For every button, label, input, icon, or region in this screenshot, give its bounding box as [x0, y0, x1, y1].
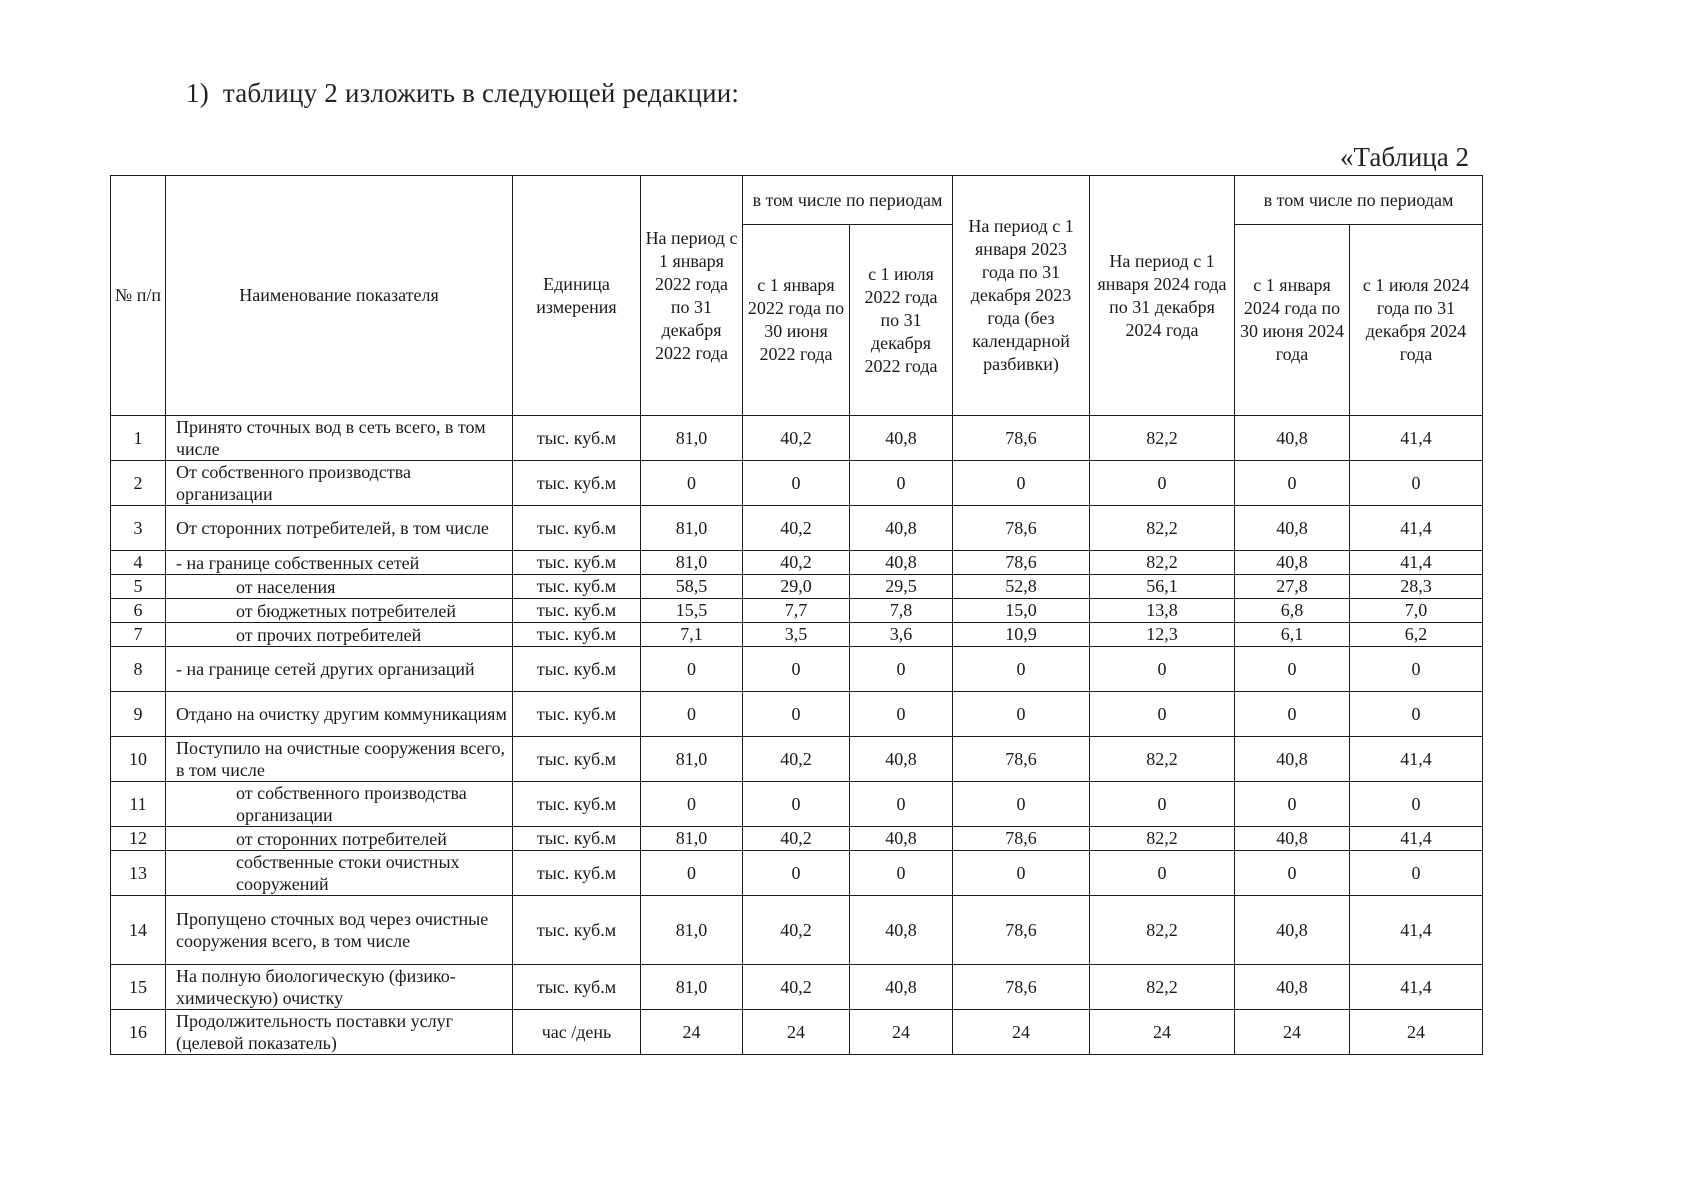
row-unit: тыс. куб.м [513, 896, 641, 965]
table-row [111, 827, 1483, 851]
cell-value: 58,5 [641, 575, 743, 599]
cell-value: 78,6 [953, 965, 1090, 1010]
row-indicator: От собственного производства организации [166, 461, 513, 506]
table-row [111, 461, 1483, 506]
cell-value: 7,7 [743, 599, 850, 623]
cell-value: 41,4 [1350, 896, 1483, 965]
cell-value: 0 [1235, 647, 1350, 692]
cell-value: 82,2 [1090, 506, 1235, 551]
row-unit: тыс. куб.м [513, 416, 641, 461]
cell-value: 0 [850, 647, 953, 692]
row-indicator: от населения [166, 575, 513, 599]
cell-value: 41,4 [1350, 965, 1483, 1010]
cell-value: 40,2 [743, 737, 850, 782]
row-unit: тыс. куб.м [513, 647, 641, 692]
table-row [111, 647, 1483, 692]
table-row [111, 692, 1483, 737]
cell-value: 24 [743, 1010, 850, 1055]
cell-value: 0 [1350, 851, 1483, 896]
header-num: № п/п [111, 176, 166, 416]
row-indicator: от сторонних потребителей [166, 827, 513, 851]
row-indicator: Пропущено сточных вод через очистные сооружения всего, в том числе [166, 896, 513, 965]
row-number: 10 [111, 737, 166, 782]
cell-value: 0 [1235, 782, 1350, 827]
cell-value: 82,2 [1090, 737, 1235, 782]
row-indicator: - на границе сетей других организаций [166, 647, 513, 692]
row-indicator: На полную биологическую (физико-химическую) очистку [166, 965, 513, 1010]
cell-value: 40,2 [743, 965, 850, 1010]
cell-value: 78,6 [953, 506, 1090, 551]
cell-value: 0 [1235, 851, 1350, 896]
row-indicator: Продолжительность поставки услуг (целевой показатель) [166, 1010, 513, 1055]
row-number: 12 [111, 827, 166, 851]
cell-value: 40,8 [850, 965, 953, 1010]
cell-value: 78,6 [953, 416, 1090, 461]
cell-value: 0 [1350, 782, 1483, 827]
cell-value: 12,3 [1090, 623, 1235, 647]
cell-value: 0 [1350, 461, 1483, 506]
cell-value: 0 [743, 851, 850, 896]
row-unit: тыс. куб.м [513, 851, 641, 896]
row-number: 3 [111, 506, 166, 551]
table-row [111, 896, 1483, 965]
cell-value: 81,0 [641, 896, 743, 965]
cell-value: 40,8 [1235, 737, 1350, 782]
cell-value: 0 [641, 461, 743, 506]
row-indicator: Принято сточных вод в сеть всего, в том числе [166, 416, 513, 461]
row-number: 4 [111, 551, 166, 575]
cell-value: 0 [953, 692, 1090, 737]
cell-value: 27,8 [1235, 575, 1350, 599]
row-unit: тыс. куб.м [513, 551, 641, 575]
row-number: 7 [111, 623, 166, 647]
cell-value: 40,8 [850, 416, 953, 461]
cell-value: 40,8 [850, 551, 953, 575]
cell-value: 0 [1090, 461, 1235, 506]
cell-value: 40,8 [1235, 506, 1350, 551]
header-period-2022-h2: с 1 июля 2022 года по 31 декабря 2022 года [850, 225, 953, 416]
row-unit: тыс. куб.м [513, 575, 641, 599]
row-indicator: собственные стоки очистных сооружений [166, 851, 513, 896]
row-indicator: от прочих потребителей [166, 623, 513, 647]
cell-value: 41,4 [1350, 827, 1483, 851]
cell-value: 0 [850, 782, 953, 827]
cell-value: 3,5 [743, 623, 850, 647]
table-row [111, 575, 1483, 599]
cell-value: 40,8 [1235, 896, 1350, 965]
row-number: 2 [111, 461, 166, 506]
row-indicator: Отдано на очистку другим коммуникациям [166, 692, 513, 737]
cell-value: 78,6 [953, 551, 1090, 575]
cell-value: 0 [953, 782, 1090, 827]
cell-value: 0 [743, 647, 850, 692]
row-indicator: Поступило на очистные сооружения всего, в том числе [166, 737, 513, 782]
cell-value: 40,2 [743, 896, 850, 965]
indicators-table [110, 175, 1483, 1055]
header-subperiods-2022: в том числе по периодам [743, 176, 953, 225]
row-unit: тыс. куб.м [513, 965, 641, 1010]
cell-value: 82,2 [1090, 896, 1235, 965]
cell-value: 7,8 [850, 599, 953, 623]
cell-value: 81,0 [641, 506, 743, 551]
cell-value: 24 [850, 1010, 953, 1055]
row-unit: тыс. куб.м [513, 692, 641, 737]
row-number: 15 [111, 965, 166, 1010]
header-period-2022: На период с 1 января 2022 года по 31 декабря 2022 года [641, 176, 743, 416]
cell-value: 40,8 [850, 827, 953, 851]
cell-value: 40,8 [850, 896, 953, 965]
row-unit: тыс. куб.м [513, 737, 641, 782]
cell-value: 0 [850, 461, 953, 506]
row-number: 13 [111, 851, 166, 896]
table-row [111, 599, 1483, 623]
cell-value: 0 [1235, 692, 1350, 737]
cell-value: 24 [1235, 1010, 1350, 1055]
cell-value: 3,6 [850, 623, 953, 647]
cell-value: 81,0 [641, 965, 743, 1010]
row-indicator: - на границе собственных сетей [166, 551, 513, 575]
table-row [111, 851, 1483, 896]
cell-value: 6,1 [1235, 623, 1350, 647]
intro-number: 1) [186, 78, 209, 108]
table-row [111, 416, 1483, 461]
row-unit: час /день [513, 1010, 641, 1055]
cell-value: 81,0 [641, 737, 743, 782]
header-name: Наименование показателя [166, 176, 513, 416]
cell-value: 10,9 [953, 623, 1090, 647]
cell-value: 0 [1090, 647, 1235, 692]
row-unit: тыс. куб.м [513, 623, 641, 647]
cell-value: 0 [641, 692, 743, 737]
cell-value: 7,0 [1350, 599, 1483, 623]
header-period-2024: На период с 1 января 2024 года по 31 декабря 2024 года [1090, 176, 1235, 416]
cell-value: 41,4 [1350, 737, 1483, 782]
row-indicator: от бюджетных потребителей [166, 599, 513, 623]
cell-value: 40,2 [743, 551, 850, 575]
cell-value: 40,8 [1235, 827, 1350, 851]
cell-value: 78,6 [953, 896, 1090, 965]
header-period-2022-h1: с 1 января 2022 года по 30 июня 2022 года [743, 225, 850, 416]
header-period-2023: На период с 1 января 2023 года по 31 декабря 2023 года (без календарной разбивки) [953, 176, 1090, 416]
row-unit: тыс. куб.м [513, 461, 641, 506]
cell-value: 24 [953, 1010, 1090, 1055]
cell-value: 81,0 [641, 551, 743, 575]
table-row [111, 737, 1483, 782]
cell-value: 0 [641, 782, 743, 827]
cell-value: 0 [1350, 692, 1483, 737]
cell-value: 52,8 [953, 575, 1090, 599]
cell-value: 82,2 [1090, 827, 1235, 851]
cell-value: 0 [641, 647, 743, 692]
cell-value: 41,4 [1350, 551, 1483, 575]
cell-value: 40,8 [850, 737, 953, 782]
header-period-2024-h2: с 1 июля 2024 года по 31 декабря 2024 года [1350, 225, 1483, 416]
cell-value: 41,4 [1350, 506, 1483, 551]
cell-value: 0 [850, 851, 953, 896]
cell-value: 13,8 [1090, 599, 1235, 623]
row-unit: тыс. куб.м [513, 506, 641, 551]
cell-value: 0 [1090, 782, 1235, 827]
table-row [111, 1010, 1483, 1055]
cell-value: 40,2 [743, 827, 850, 851]
cell-value: 6,8 [1235, 599, 1350, 623]
cell-value: 78,6 [953, 827, 1090, 851]
cell-value: 0 [1090, 851, 1235, 896]
cell-value: 24 [641, 1010, 743, 1055]
cell-value: 28,3 [1350, 575, 1483, 599]
cell-value: 40,8 [1235, 416, 1350, 461]
row-number: 9 [111, 692, 166, 737]
cell-value: 24 [1090, 1010, 1235, 1055]
cell-value: 81,0 [641, 827, 743, 851]
row-unit: тыс. куб.м [513, 782, 641, 827]
cell-value: 82,2 [1090, 551, 1235, 575]
cell-value: 56,1 [1090, 575, 1235, 599]
cell-value: 0 [743, 461, 850, 506]
cell-value: 78,6 [953, 737, 1090, 782]
row-number: 6 [111, 599, 166, 623]
intro-line [186, 78, 739, 109]
cell-value: 6,2 [1350, 623, 1483, 647]
cell-value: 0 [953, 647, 1090, 692]
row-unit: тыс. куб.м [513, 827, 641, 851]
cell-value: 40,2 [743, 416, 850, 461]
cell-value: 0 [953, 851, 1090, 896]
cell-value: 40,8 [1235, 965, 1350, 1010]
header-unit: Единица измерения [513, 176, 641, 416]
cell-value: 40,8 [850, 506, 953, 551]
cell-value: 7,1 [641, 623, 743, 647]
cell-value: 82,2 [1090, 965, 1235, 1010]
cell-value: 0 [743, 782, 850, 827]
cell-value: 82,2 [1090, 416, 1235, 461]
cell-value: 40,2 [743, 506, 850, 551]
header-subperiods-2024: в том числе по периодам [1235, 176, 1483, 225]
cell-value: 0 [953, 461, 1090, 506]
cell-value: 41,4 [1350, 416, 1483, 461]
cell-value: 0 [850, 692, 953, 737]
row-number: 11 [111, 782, 166, 827]
row-number: 5 [111, 575, 166, 599]
row-number: 1 [111, 416, 166, 461]
table-row [111, 551, 1483, 575]
intro-text: таблицу 2 изложить в следующей редакции: [222, 78, 740, 108]
table-row [111, 965, 1483, 1010]
cell-value: 15,0 [953, 599, 1090, 623]
cell-value: 0 [641, 851, 743, 896]
cell-value: 81,0 [641, 416, 743, 461]
cell-value: 40,8 [1235, 551, 1350, 575]
table-row [111, 782, 1483, 827]
cell-value: 0 [1090, 692, 1235, 737]
row-number: 8 [111, 647, 166, 692]
row-number: 14 [111, 896, 166, 965]
row-unit: тыс. куб.м [513, 599, 641, 623]
table-caption: «Таблица 2 [1340, 142, 1469, 172]
row-indicator: от собственного производства организации [166, 782, 513, 827]
header-period-2024-h1: с 1 января 2024 года по 30 июня 2024 года [1235, 225, 1350, 416]
cell-value: 29,5 [850, 575, 953, 599]
table-row [111, 506, 1483, 551]
row-indicator: От сторонних потребителей, в том числе [166, 506, 513, 551]
cell-value: 0 [1350, 647, 1483, 692]
cell-value: 0 [743, 692, 850, 737]
row-number: 16 [111, 1010, 166, 1055]
table-row [111, 623, 1483, 647]
cell-value: 15,5 [641, 599, 743, 623]
cell-value: 0 [1235, 461, 1350, 506]
cell-value: 24 [1350, 1010, 1483, 1055]
cell-value: 29,0 [743, 575, 850, 599]
